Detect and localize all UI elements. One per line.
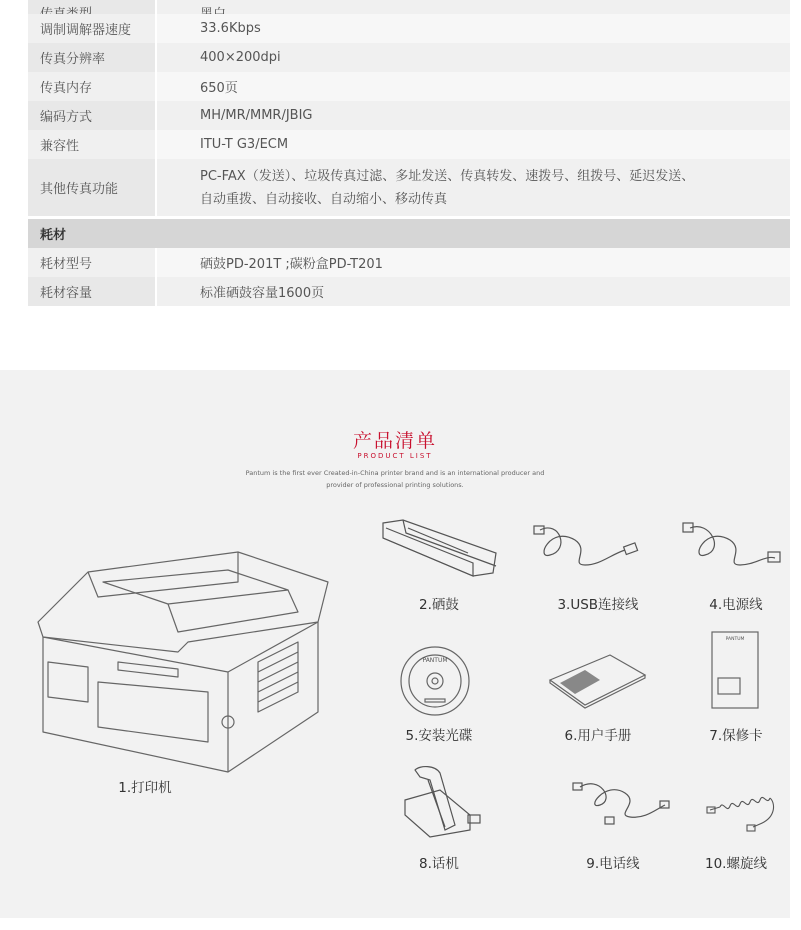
spec-label: 兼容性	[28, 130, 155, 159]
cd-brand: PANTUM	[422, 657, 448, 664]
usb-cable-icon	[530, 520, 640, 580]
spec-row	[28, 130, 790, 159]
spec-row	[28, 101, 790, 130]
section-heading-consumables: 耗材	[28, 219, 790, 248]
spec-label	[28, 0, 155, 14]
spec-value-line: PC-FAX（发送）、垃圾传真过滤、多址发送、传真转发、速拨号、组拨号、延迟发送、	[200, 168, 695, 184]
spec-label: 调制调解器速度	[28, 14, 155, 43]
spec-row	[28, 43, 790, 72]
spec-label: 耗材型号	[28, 248, 155, 277]
spec-value: MH/MR/MMR/JBIG	[157, 101, 790, 130]
spec-value	[157, 159, 790, 216]
spec-label: 耗材容量	[28, 277, 155, 306]
item-label: 5.安装光碟	[405, 728, 473, 744]
power-cord-icon	[680, 520, 785, 580]
toner-drum-icon	[378, 518, 498, 578]
spec-value: 硒鼓PD-201T ;碳粉盒PD-T201	[157, 248, 790, 277]
item-label: 8.话机	[419, 856, 459, 872]
intro-line: provider of professional printing solutions.	[326, 481, 464, 489]
spec-value	[157, 0, 790, 14]
coil-cord-icon	[705, 782, 785, 837]
spec-value: 标准硒鼓容量1600页	[157, 277, 790, 306]
spec-value: 400×200dpi	[157, 43, 790, 72]
item-label: 3.USB连接线	[557, 597, 639, 613]
spec-value: ITU-T G3/ECM	[157, 130, 790, 159]
spec-value: 33.6Kbps	[157, 14, 790, 43]
spec-row	[28, 14, 790, 43]
spec-label: 编码方式	[28, 101, 155, 130]
handset-icon	[400, 765, 485, 840]
product-list-subtitle: PRODUCT LIST	[357, 452, 433, 460]
phone-line-icon	[565, 775, 675, 835]
spec-row	[28, 248, 790, 277]
printer-icon	[28, 542, 328, 772]
spec-row	[28, 159, 790, 216]
spec-value: 650页	[157, 72, 790, 101]
spec-row	[28, 72, 790, 101]
item-label: 7.保修卡	[709, 728, 763, 744]
item-label: 10.螺旋线	[705, 856, 767, 872]
spec-row	[28, 277, 790, 306]
card-brand: PANTUM	[725, 637, 745, 642]
spec-label: 其他传真功能	[28, 159, 155, 216]
manual-icon	[545, 650, 650, 710]
item-label: 1.打印机	[118, 780, 172, 796]
cd-icon	[395, 644, 475, 719]
spec-label: 传真内存	[28, 72, 155, 101]
product-list-intro	[0, 467, 790, 491]
item-label: 4.电源线	[709, 597, 763, 613]
product-list-section	[0, 370, 790, 918]
item-label: 6.用户手册	[564, 728, 632, 744]
item-label: 9.电话线	[586, 856, 640, 872]
intro-line: Pantum is the first ever Created-in-China printer brand and is an international producer and	[245, 469, 545, 477]
spec-value-line: 自动重拨、自动接收、自动缩小、移动传真	[200, 191, 448, 207]
product-list-title: 产品清单	[352, 430, 437, 452]
spec-row-fax-type	[28, 0, 790, 14]
item-label: 2.硒鼓	[419, 597, 459, 613]
spec-label: 传真分辨率	[28, 43, 155, 72]
warranty-card-icon	[710, 630, 760, 710]
